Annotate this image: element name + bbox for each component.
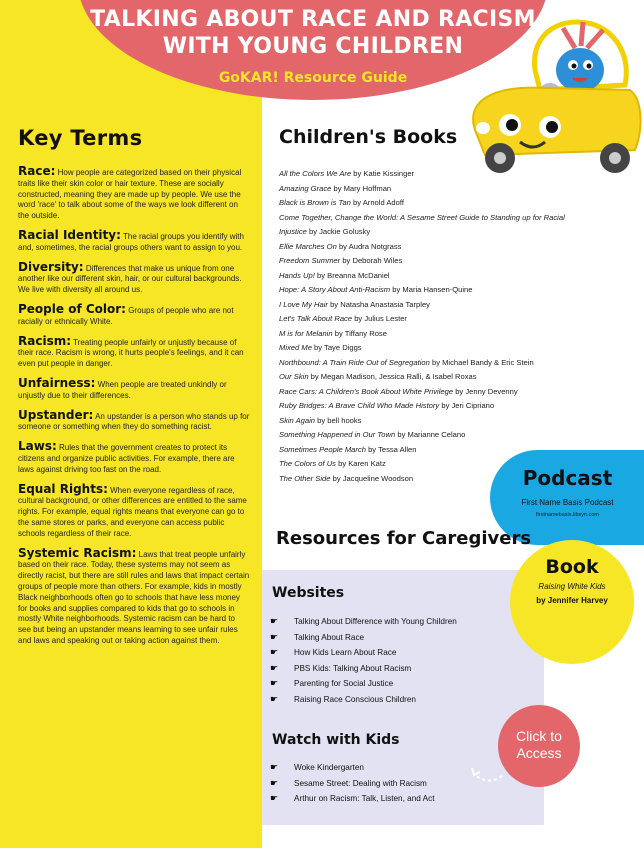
term-systemic-racism: Systemic Racism: Laws that treat people unfairly based on their race. Today, these systems may not seem as directly racist, but there are still rules and laws that impact certain groups of people more than others. For example, kids in mostly Black neighborhoods often go to schools that have less money for books and supplies compared to kids that go to schools in mostly White neighborhoods. Systemic racism can be hard to see but being an upstander means learning to see unfair rules and laws and speaking out or taking action against them. bbox=[18, 545, 250, 645]
term-people-of-color: People of Color: Groups of people who are not racially or ethnically White. bbox=[18, 301, 234, 326]
book-callout[interactable] bbox=[510, 540, 634, 664]
childrens-books-heading: Children's Books bbox=[279, 126, 458, 148]
pointing-hand-icon: ☛ bbox=[270, 631, 279, 642]
podcast-heading: Podcast bbox=[522, 466, 613, 490]
pointing-hand-icon: ☛ bbox=[270, 777, 279, 788]
website-link[interactable]: ☛ PBS Kids: Talking About Racism bbox=[270, 661, 457, 677]
book-item[interactable]: Northbound: A Train Ride Out of Segregation by Michael Bandy & Eric Stein bbox=[279, 357, 534, 367]
car-mascot-icon bbox=[455, 10, 644, 180]
book-item[interactable]: The Colors of Us by Karen Katz bbox=[279, 459, 386, 468]
book-item[interactable]: Freedom Summer by Deborah Wiles bbox=[279, 256, 403, 265]
book-item[interactable]: Come Together, Change the World: A Sesame Street Guide to Standing up for Racial bbox=[279, 212, 565, 222]
video-link[interactable]: ☛ Woke Kindergarten bbox=[270, 760, 434, 776]
book-list bbox=[279, 167, 639, 486]
term-diversity: Diversity: Differences that make us unique from one another like our different skin, hair, or our cultural backgrounds. We live with diversity all around us. bbox=[18, 259, 242, 295]
book-item[interactable]: Hands Up! by Breanna McDaniel bbox=[279, 270, 390, 280]
resources-heading: Resources for Caregivers bbox=[276, 528, 532, 549]
website-link[interactable]: ☛ Parenting for Social Justice bbox=[270, 676, 457, 692]
pointing-hand-icon: ☛ bbox=[270, 616, 279, 626]
book-item[interactable]: Ruby Bridges: A Brave Child Who Made History by Jeri Cipriano bbox=[279, 401, 495, 410]
book-item[interactable]: Amazing Grace by Mary Hoffman bbox=[279, 183, 392, 193]
book-item[interactable]: M is for Melanin by Tiffany Rose bbox=[279, 328, 387, 338]
websites-heading: Websites bbox=[272, 585, 345, 601]
book-author: by Jennifer Harvey bbox=[536, 596, 608, 605]
book-item[interactable]: All the Colors We Are by Katie Kissinger bbox=[279, 169, 415, 178]
term-racism: Racism: Treating people unfairly or unjustly because of their race. Racism is wrong, it hurts people's feelings, and it can even put people in danger. bbox=[18, 333, 244, 369]
key-terms-heading: Key Terms bbox=[18, 126, 143, 150]
book-item[interactable]: Let's Talk About Race by Julius Lester bbox=[279, 314, 407, 323]
website-link[interactable]: ☛ How Kids Learn About Race bbox=[270, 645, 457, 661]
book-heading: Book bbox=[545, 556, 599, 578]
website-link[interactable]: ☛ Raising Race Conscious Children bbox=[270, 692, 457, 708]
book-item[interactable]: Race Cars: A Children's Book About White Privilege by Jenny Devenny bbox=[279, 386, 518, 396]
book-item[interactable]: Hope: A Story About Anti-Racism by Maria Hansen-Quine bbox=[279, 285, 473, 294]
pointing-hand-icon: ☛ bbox=[270, 793, 279, 803]
book-item[interactable]: Sometimes People March by Tessa Allen bbox=[279, 444, 417, 454]
term-race: Race: How people are categorized based on their physical traits like their skin color or hair texture. These are socially constructed, meaning they are made up by people. We use the word 'race' to talk about some of the ways we look different on the outside. bbox=[18, 164, 242, 221]
book-item[interactable]: I Love My Hair by Natasha Anastasia Tarpley bbox=[279, 299, 430, 309]
book-item[interactable]: Something Happened in Our Town by Marianne Celano bbox=[279, 430, 466, 439]
book-item[interactable]: Our Skin by Megan Madison, Jessica Ralli, & Isabel Roxas bbox=[279, 372, 477, 381]
book-item[interactable]: Mixed Me by Taye Diggs bbox=[279, 343, 362, 352]
book-item[interactable]: Injustice by Jackie Golusky bbox=[279, 227, 371, 236]
websites-list bbox=[270, 614, 457, 707]
page-subtitle: GoKAR! Resource Guide bbox=[218, 70, 408, 86]
video-link[interactable]: ☛ Arthur on Racism: Talk, Listen, and Act bbox=[270, 791, 434, 807]
watch-list bbox=[270, 760, 434, 807]
book-title: Raising White Kids bbox=[538, 582, 606, 591]
pointing-hand-icon: ☛ bbox=[270, 762, 279, 772]
pointing-hand-icon: ☛ bbox=[270, 693, 279, 704]
title-line-1: TALKING ABOUT RACE AND RACISM bbox=[90, 7, 536, 32]
click-to-access-badge: Click to Access bbox=[498, 705, 580, 787]
pointing-hand-icon: ☛ bbox=[270, 662, 279, 673]
book-item[interactable]: Black is Brown is Tan by Arnold Adoff bbox=[279, 198, 404, 207]
term-upstander: Upstander: An upstander is a person who stands up for someone or something when they do something racist. bbox=[18, 407, 250, 432]
term-racial-identity: Racial Identity: The racial groups you identify with and, sometimes, the racial groups others want to assign to you. bbox=[18, 227, 244, 252]
podcast-url[interactable]: firstnamebasis.libsyn.com bbox=[536, 512, 599, 518]
book-item[interactable]: Skin Again by bell hooks bbox=[279, 415, 362, 425]
pointing-hand-icon: ☛ bbox=[270, 647, 279, 657]
title-line-2: WITH YOUNG CHILDREN bbox=[162, 34, 464, 59]
curved-arrow-icon bbox=[466, 758, 506, 788]
website-link[interactable]: ☛ Talking About Race bbox=[270, 630, 457, 646]
book-item[interactable]: Ellie Marches On by Audra Notgrass bbox=[279, 241, 402, 251]
podcast-name: First Name Basis Podcast bbox=[521, 498, 614, 507]
key-terms-list bbox=[18, 166, 250, 655]
video-link[interactable]: ☛ Sesame Street: Dealing with Racism bbox=[270, 776, 434, 792]
term-equal-rights: Equal Rights: When everyone regardless of race, cultural background, or other differences are entitled to the same rights. For example, equal rights means that everyone can go to the same stores or parks, and everyone can access public schools regardless of their race. bbox=[18, 481, 247, 538]
website-link[interactable]: ☛ Talking About Difference with Young Children bbox=[270, 614, 457, 630]
term-unfairness: Unfairness: When people are treated unkindly or unjustly due to their differences. bbox=[18, 375, 227, 400]
book-item[interactable]: The Other Side by Jacqueline Woodson bbox=[279, 473, 414, 483]
watch-with-kids-heading: Watch with Kids bbox=[272, 732, 400, 748]
pointing-hand-icon: ☛ bbox=[270, 678, 279, 688]
term-laws: Laws: Rules that the government creates to protect its citizens and organize public activities. For example, there are laws against driving too fast on the road. bbox=[18, 439, 235, 474]
